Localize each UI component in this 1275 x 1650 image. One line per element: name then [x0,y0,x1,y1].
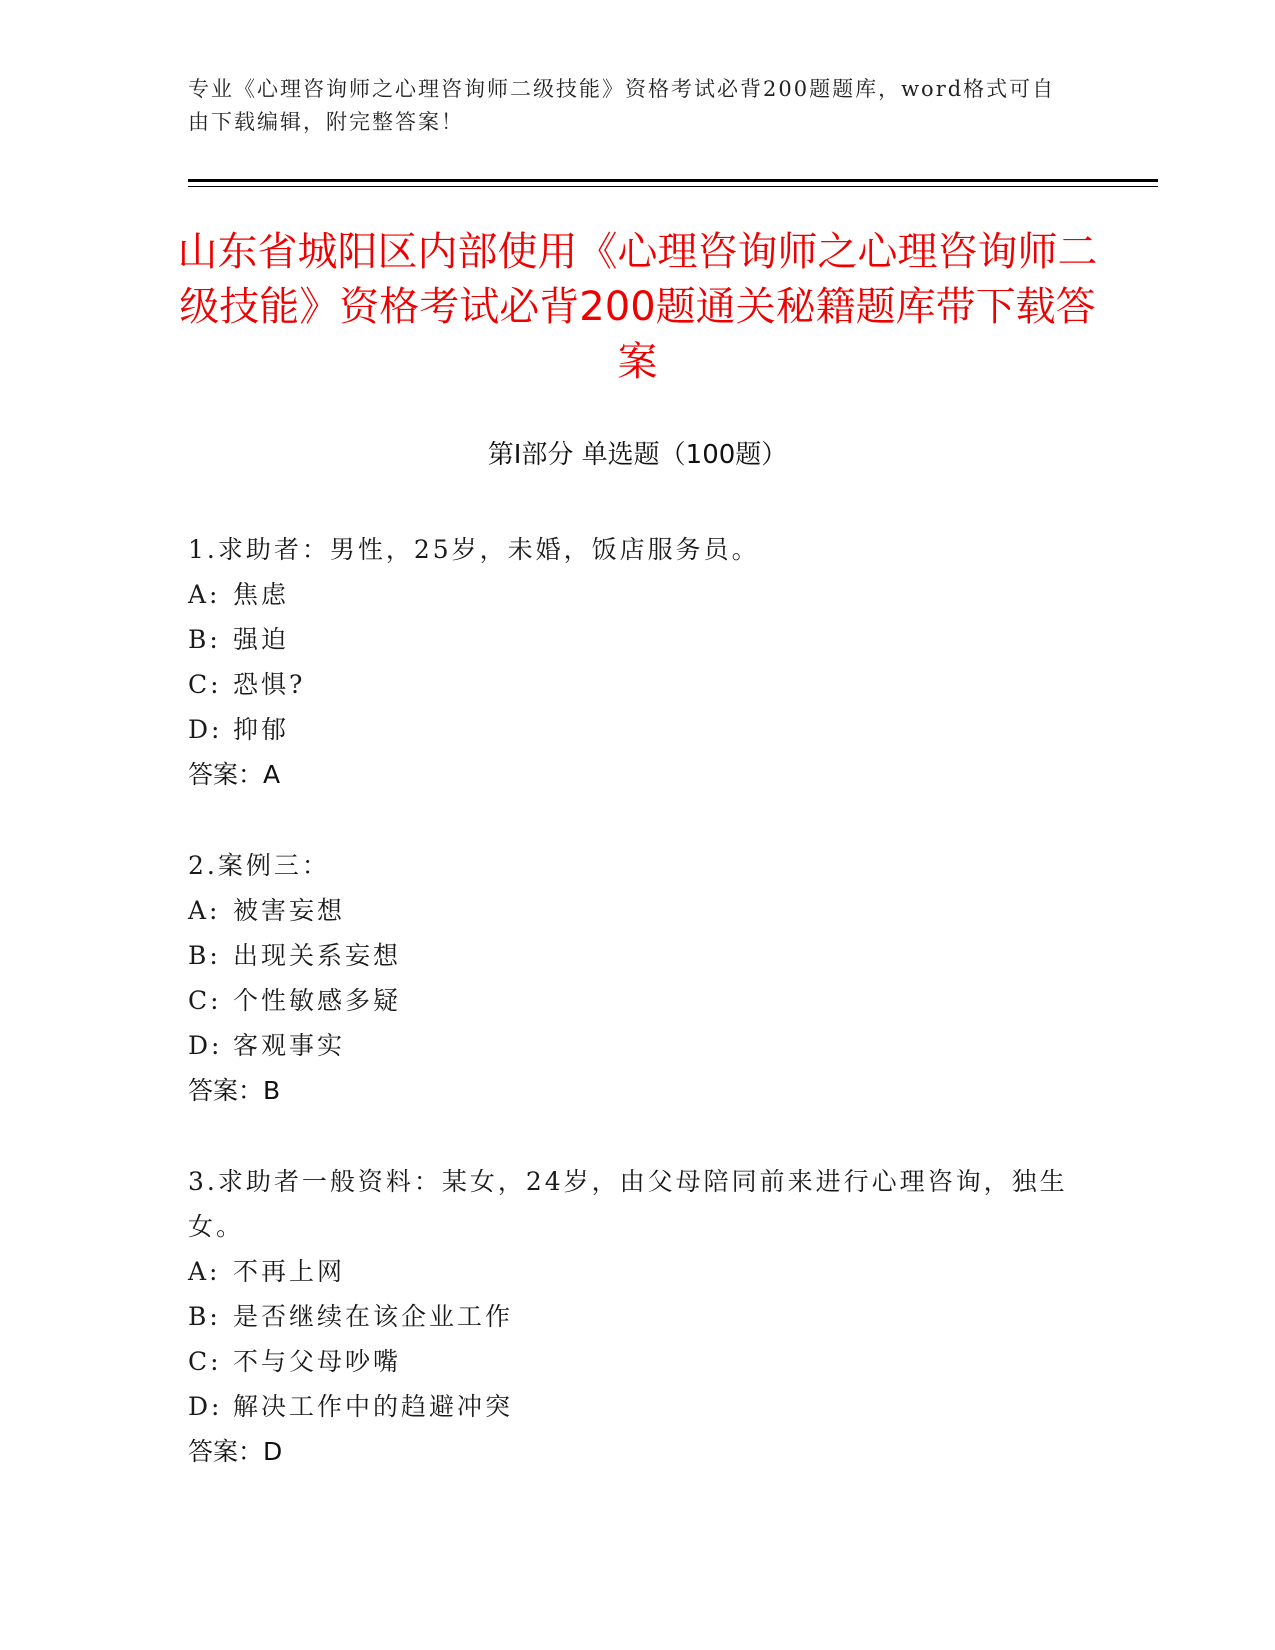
question-2 [188,843,1068,1113]
header-divider [188,179,1158,182]
question-list [188,527,1068,1520]
option-letter: A: [188,580,221,609]
document-title: 山东省城阳区内部使用《心理咨询师之心理咨询师二级技能》资格考试必背200题通关秘籍题库带下载答案 [177,229,1098,385]
option-letter: B: [188,941,221,970]
option-b [188,1294,1068,1339]
option-d [188,1384,1068,1429]
section-heading: 第Ⅰ部分 单选题（100题） [487,440,788,470]
question-1 [188,527,1068,797]
header-note: 专业《心理咨询师之心理咨询师二级技能》资格考试必背200题题库，word格式可自由下载编辑，附完整答案！ [188,77,1056,134]
question-3 [188,1159,1068,1474]
answer-line: 答案：B [188,1076,281,1105]
option-letter: B: [188,1302,221,1331]
option-c [188,978,1068,1023]
option-letter: C: [188,986,222,1015]
option-a [188,572,1068,617]
option-text: 不与父母吵嘴 [233,1347,402,1376]
option-letter: B: [188,625,221,654]
question-text: 1.求助者：男性，25岁，未婚，饭店服务员。 [188,535,760,564]
option-b [188,617,1068,662]
option-text: 出现关系妄想 [233,941,402,970]
question-text: 3.求助者一般资料：某女，24岁，由父母陪同前来进行心理咨询，独生女。 [188,1167,1068,1241]
option-text: 焦虑 [233,580,290,609]
option-letter: D: [188,1031,223,1060]
option-d [188,1023,1068,1068]
option-letter: D: [188,1392,223,1421]
option-text: 个性敏感多疑 [233,986,402,1015]
answer-line: 答案：D [188,1437,283,1466]
option-letter: A: [188,896,221,925]
option-text: 抑郁 [233,715,290,744]
option-text: 强迫 [233,625,290,654]
option-text: 客观事实 [233,1031,346,1060]
option-a [188,888,1068,933]
answer-line: 答案：A [188,760,281,789]
option-text: 被害妄想 [233,896,346,925]
option-letter: C: [188,670,222,699]
option-text: 是否继续在该企业工作 [233,1302,514,1331]
option-c [188,1339,1068,1384]
option-c [188,662,1068,707]
option-b [188,933,1068,978]
option-letter: A: [188,1257,221,1286]
option-text: 不再上网 [233,1257,346,1286]
option-d [188,707,1068,752]
option-letter: D: [188,715,223,744]
option-text: 恐惧? [233,670,306,699]
option-a [188,1249,1068,1294]
question-text: 2.案例三： [188,851,330,880]
option-text: 解决工作中的趋避冲突 [233,1392,514,1421]
header-divider-thin [188,186,1158,187]
option-letter: C: [188,1347,222,1376]
